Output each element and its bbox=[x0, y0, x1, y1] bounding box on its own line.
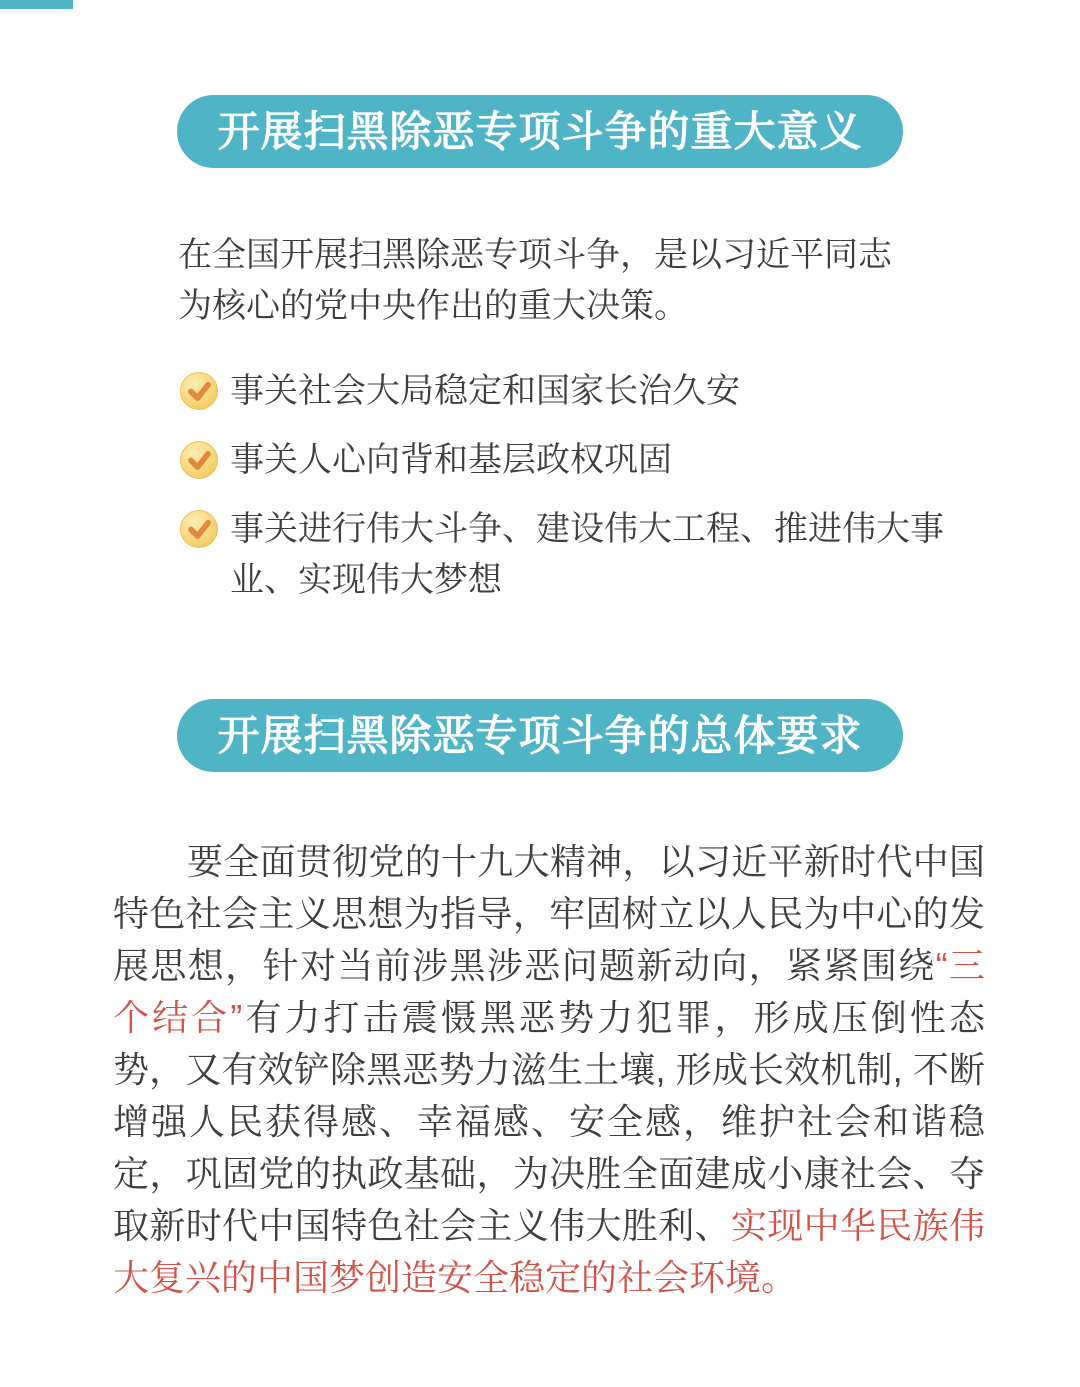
section-title-pill-significance bbox=[177, 95, 902, 168]
bullet-text: 事关人心向背和基层政权巩固 bbox=[230, 441, 672, 479]
significance-bullet-list bbox=[180, 366, 992, 606]
section-requirements bbox=[0, 699, 1080, 1304]
top-left-accent-bar bbox=[0, 0, 73, 9]
intro-paragraph: 在全国开展扫黑除恶专项斗争，是以习近平同志为核心的党中央作出的重大决策。 bbox=[178, 236, 892, 325]
section-title-text: 开展扫黑除恶专项斗争的总体要求 bbox=[217, 712, 863, 759]
paragraph-segment: 有力打击震慑黑恶势力犯罪，形成压倒性态势，又有效铲除黑恶势力滋生土壤, 形成长效机制, 不断增强人民获得感、幸福感、安全感，维护社会和谐稳定，巩固党的执政基础，为决胜全面建成小康社会、夺取新时代中国特色社会主义伟大胜利、 bbox=[113, 997, 985, 1246]
highlight-text-three-combinations: “三个结合” bbox=[113, 945, 985, 1038]
check-circle-icon bbox=[180, 441, 218, 479]
section-significance bbox=[0, 95, 1080, 606]
section-title-text: 开展扫黑除恶专项斗争的重大意义 bbox=[217, 108, 863, 155]
bullet-text: 事关进行伟大斗争、建设伟大工程、推进伟大事业、实现伟大梦想 bbox=[230, 510, 944, 599]
requirements-paragraph bbox=[113, 836, 985, 1304]
bullet-item bbox=[180, 435, 992, 486]
bullet-item bbox=[180, 504, 992, 606]
bullet-text: 事关社会大局稳定和国家长治久安 bbox=[230, 372, 740, 410]
highlight-text-closing-sentence: 实现中华民族伟大复兴的中国梦创造安全稳定的社会环境。 bbox=[113, 1205, 985, 1298]
paragraph-segment: 要全面贯彻党的十九大精神，以习近平新时代中国特色社会主义思想为指导，牢固树立以人民为中心的发展思想，针对当前涉黑涉恶问题新动向，紧紧围绕 bbox=[113, 841, 985, 986]
check-circle-icon bbox=[180, 510, 218, 548]
bullet-item bbox=[180, 366, 992, 417]
check-circle-icon bbox=[180, 372, 218, 410]
section-title-pill-requirements bbox=[177, 699, 902, 772]
